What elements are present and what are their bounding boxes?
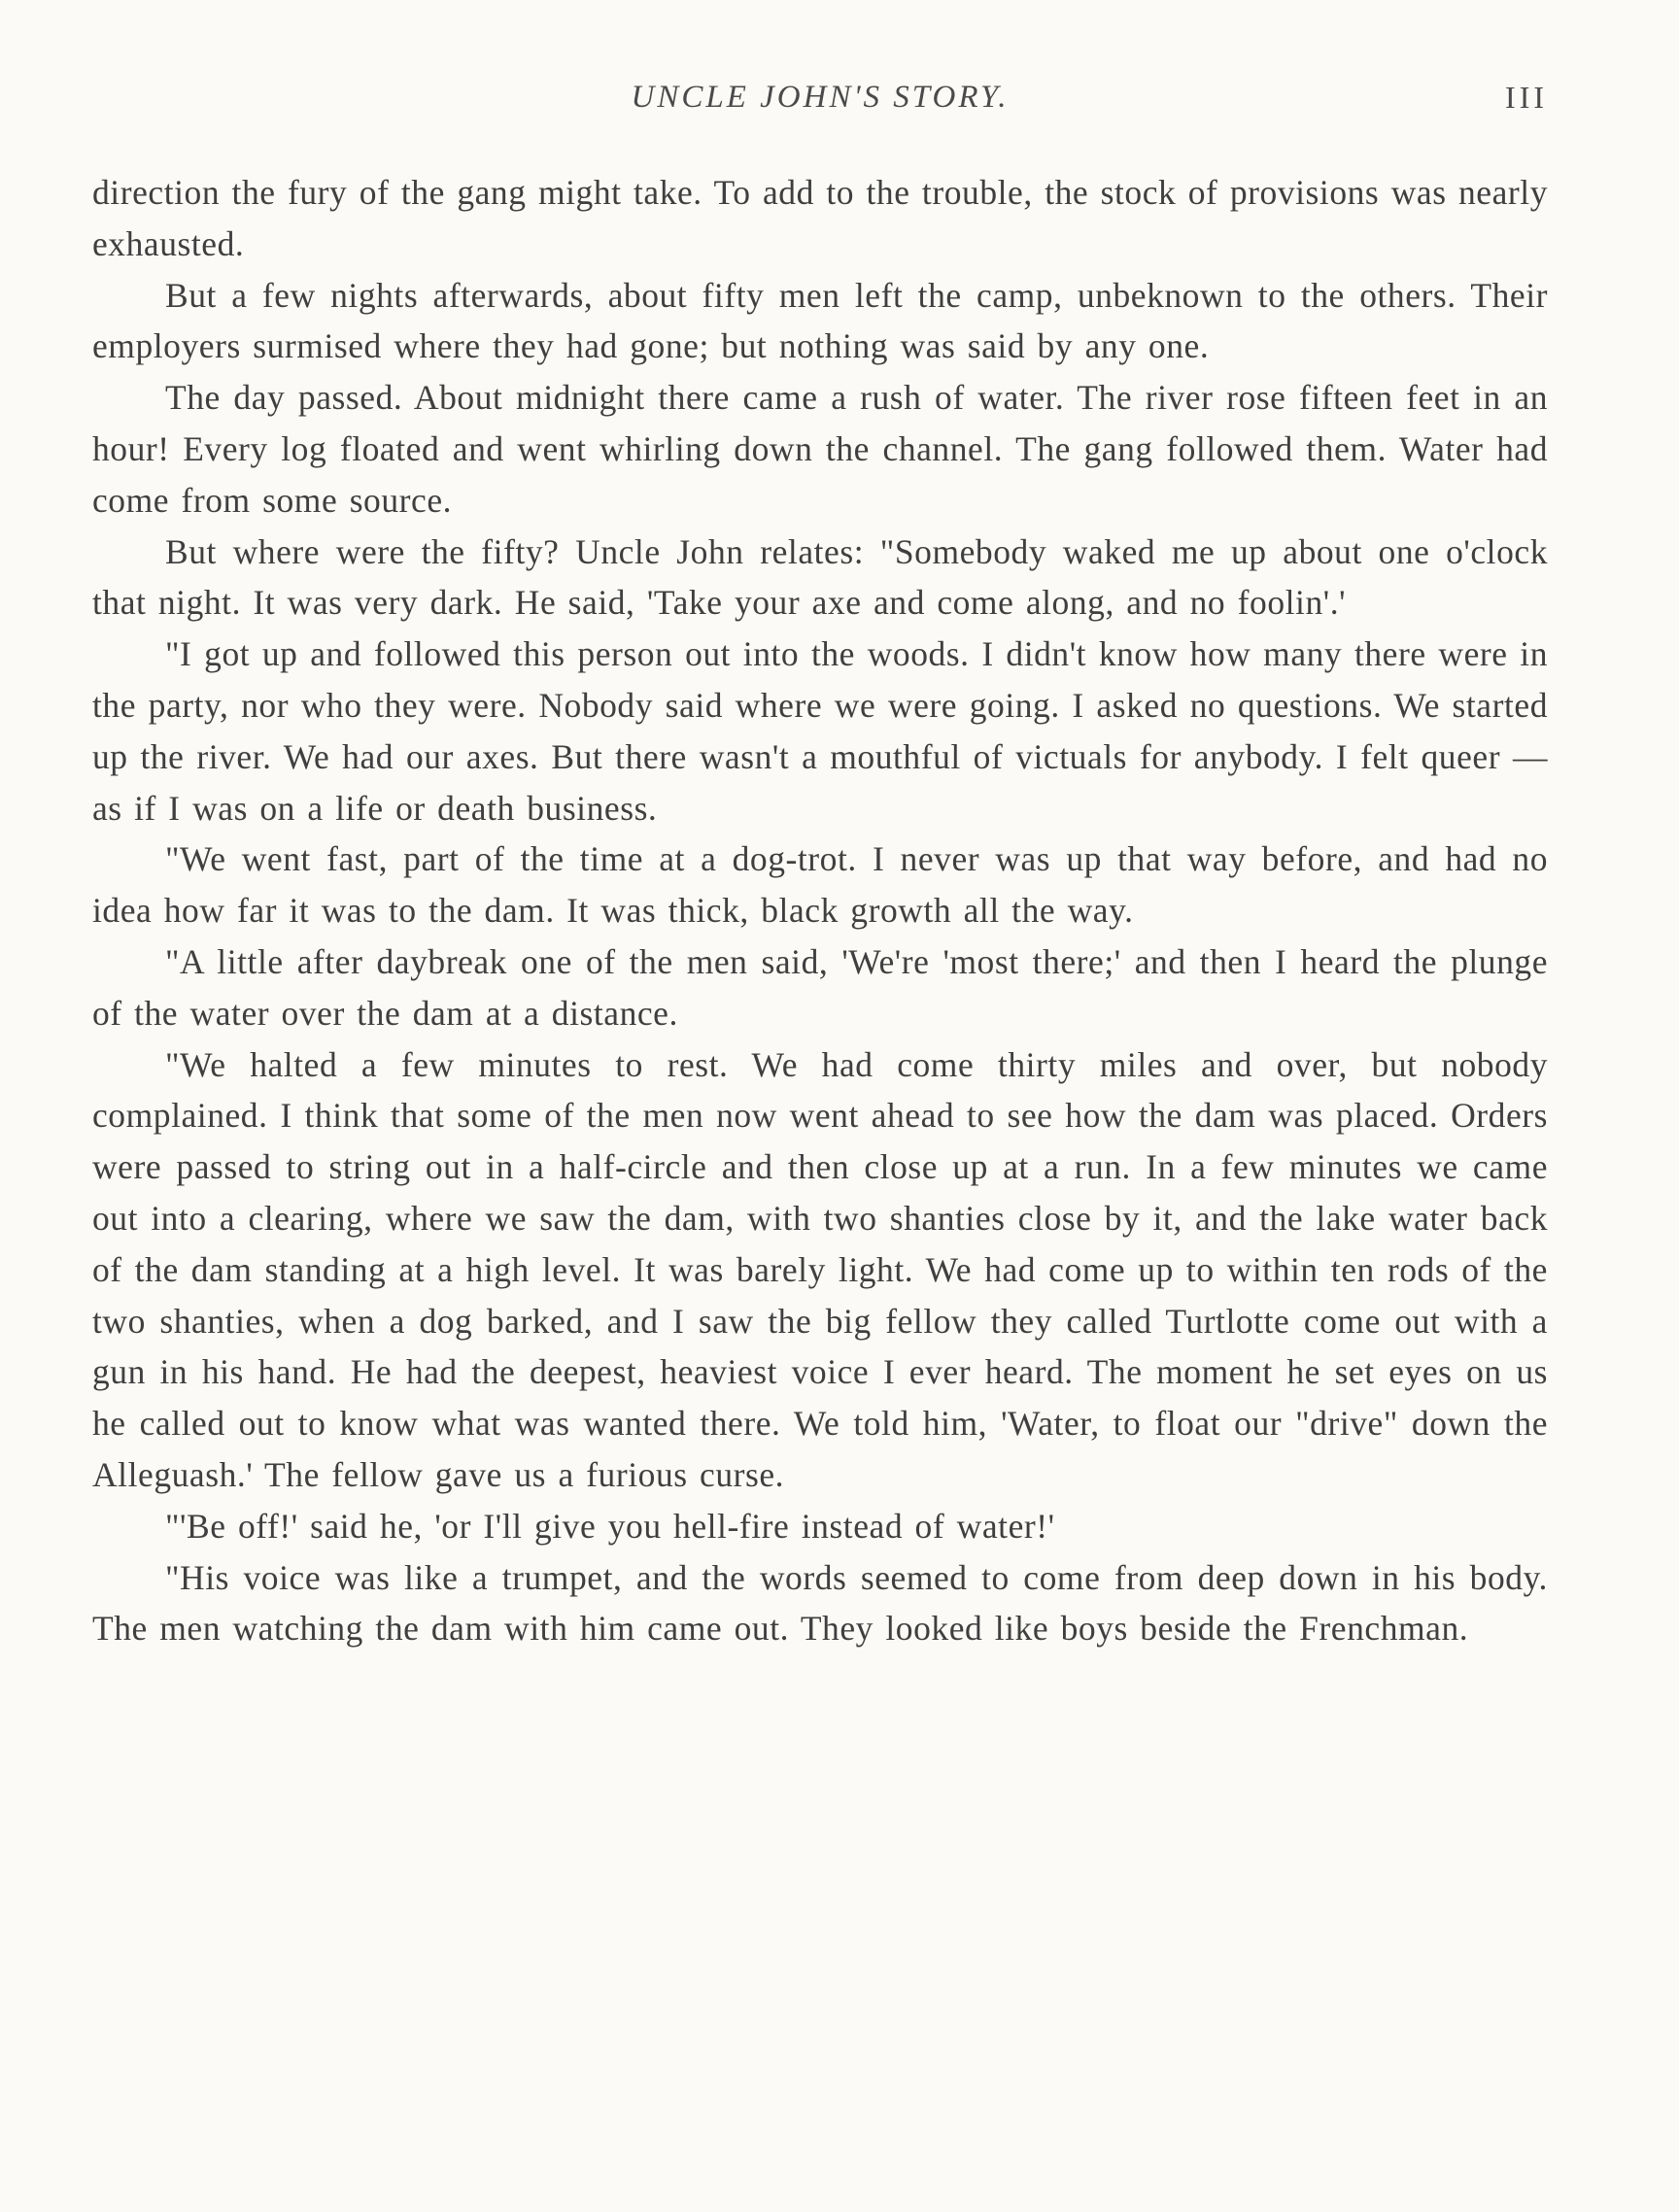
paragraph: "We went fast, part of the time at a dog-trot. I never was up that way before, and had no idea how far it was to the dam. It was thick, black growth all the way. <box>92 839 1548 931</box>
running-title: UNCLE JOHN'S STORY. <box>631 80 1010 115</box>
running-head <box>92 80 1548 128</box>
page-number: III <box>1505 80 1548 115</box>
paragraph: "'Be off!' said he, 'or I'll give you hell-fire instead of water!' <box>165 1506 1055 1546</box>
body-text <box>92 167 1548 1654</box>
paragraph: The day passed. About midnight there came a rush of water. The river rose fifteen feet in an hour! Every log floated and went whirling down the channel. The gang followed them. Water had come from some source. <box>92 378 1548 520</box>
paragraph: But where were the fifty? Uncle John relates: "Somebody waked me up about one o'clock that night. It was very dark. He said, 'Take your axe and come along, and no foolin'.' <box>92 531 1548 623</box>
paragraph: "We halted a few minutes to rest. We had come thirty miles and over, but nobody complained. I think that some of the men now went ahead to see how the dam was placed. Orders were passed to string out in a half-circle and then close up at a run. In a few minutes we came out into a clearing, where we saw the dam, with two shanties close by it, and the lake water back of the dam standing at a high level. It was barely light. We had come up to within ten rods of the two shanties, when a dog barked, and I saw the big fellow they called Turtlotte come out with a gun in his hand. He had the deepest, heaviest voice I ever heard. The moment he set eyes on us he called out to know what was wanted there. We told him, 'Water, to float our "drive" down the Alleguash.' The fellow gave us a furious curse. <box>92 1044 1548 1494</box>
paragraph: But a few nights afterwards, about fifty men left the camp, unbeknown to the others. Their employers surmised where they had gone; but nothing was said by any one. <box>92 275 1548 366</box>
paragraph: "A little after daybreak one of the men said, 'We're 'most there;' and then I heard the plunge of the water over the dam at a distance. <box>92 941 1548 1033</box>
paragraph: "I got up and followed this person out into the woods. I didn't know how many there were in the party, nor who they were. Nobody said where we were going. I asked no questions. We started up the river. We had our axes. But there wasn't a mouthful of victuals for anybody. I felt queer — as if I was on a life or death business. <box>92 634 1548 828</box>
paragraph: direction the fury of the gang might take. To add to the trouble, the stock of provisions was nearly exhausted. <box>92 173 1548 263</box>
paragraph: "His voice was like a trumpet, and the words seemed to come from deep down in his body. The men watching the dam with him came out. They looked like boys beside the Frenchman. <box>92 1557 1548 1649</box>
